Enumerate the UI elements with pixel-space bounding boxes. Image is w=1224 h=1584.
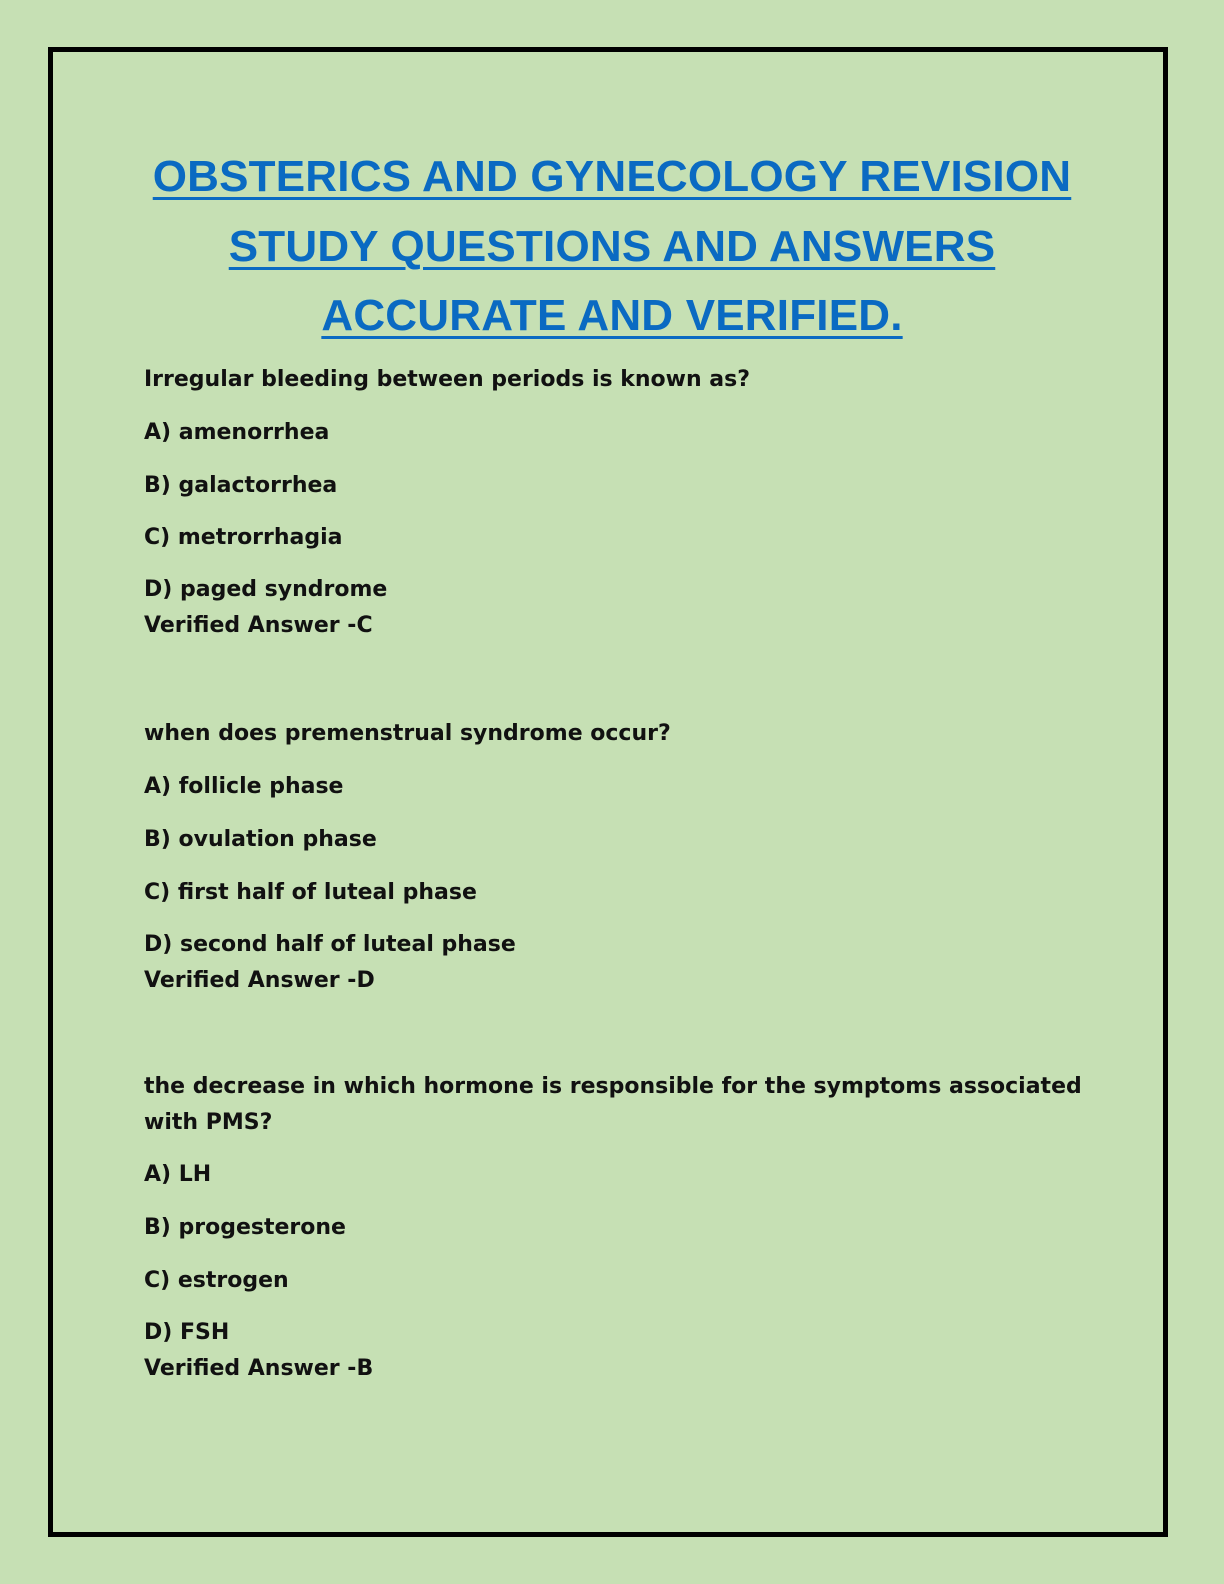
question-1-answer: Verified Answer -C xyxy=(144,613,373,638)
title-line-3: ACCURATE AND VERIFIED. xyxy=(321,291,903,340)
question-1-option-c: C) metrorrhagia xyxy=(144,525,343,550)
question-1-option-a: A) amenorrhea xyxy=(144,420,330,445)
question-2-text: when does premenstrual syndrome occur? xyxy=(144,721,671,746)
question-2-option-a: A) follicle phase xyxy=(144,774,344,799)
question-1-option-b: B) galactorrhea xyxy=(144,473,338,498)
question-3-option-b: B) progesterone xyxy=(144,1215,346,1240)
question-1-text: Irregular bleeding between periods is known as? xyxy=(144,367,750,392)
question-2-option-b: B) ovulation phase xyxy=(144,827,377,852)
question-2-option-c: C) first half of luteal phase xyxy=(144,880,477,905)
question-1-option-d: D) paged syndrome xyxy=(144,577,388,602)
question-3-option-d: D) FSH xyxy=(144,1320,230,1345)
question-3-text: the decrease in which hormone is responsible for the symptoms associated with PMS? xyxy=(144,1074,1082,1135)
question-3-option-a: A) LH xyxy=(144,1162,212,1187)
question-3-option-c: C) estrogen xyxy=(144,1268,289,1293)
question-3-answer: Verified Answer -B xyxy=(144,1356,374,1381)
question-2-option-d: D) second half of luteal phase xyxy=(144,932,516,957)
title-line-2: STUDY QUESTIONS AND ANSWERS xyxy=(228,222,996,271)
question-2-answer: Verified Answer -D xyxy=(144,968,375,993)
title-line-1: OBSTERICS AND GYNECOLOGY REVISION xyxy=(152,152,1072,201)
